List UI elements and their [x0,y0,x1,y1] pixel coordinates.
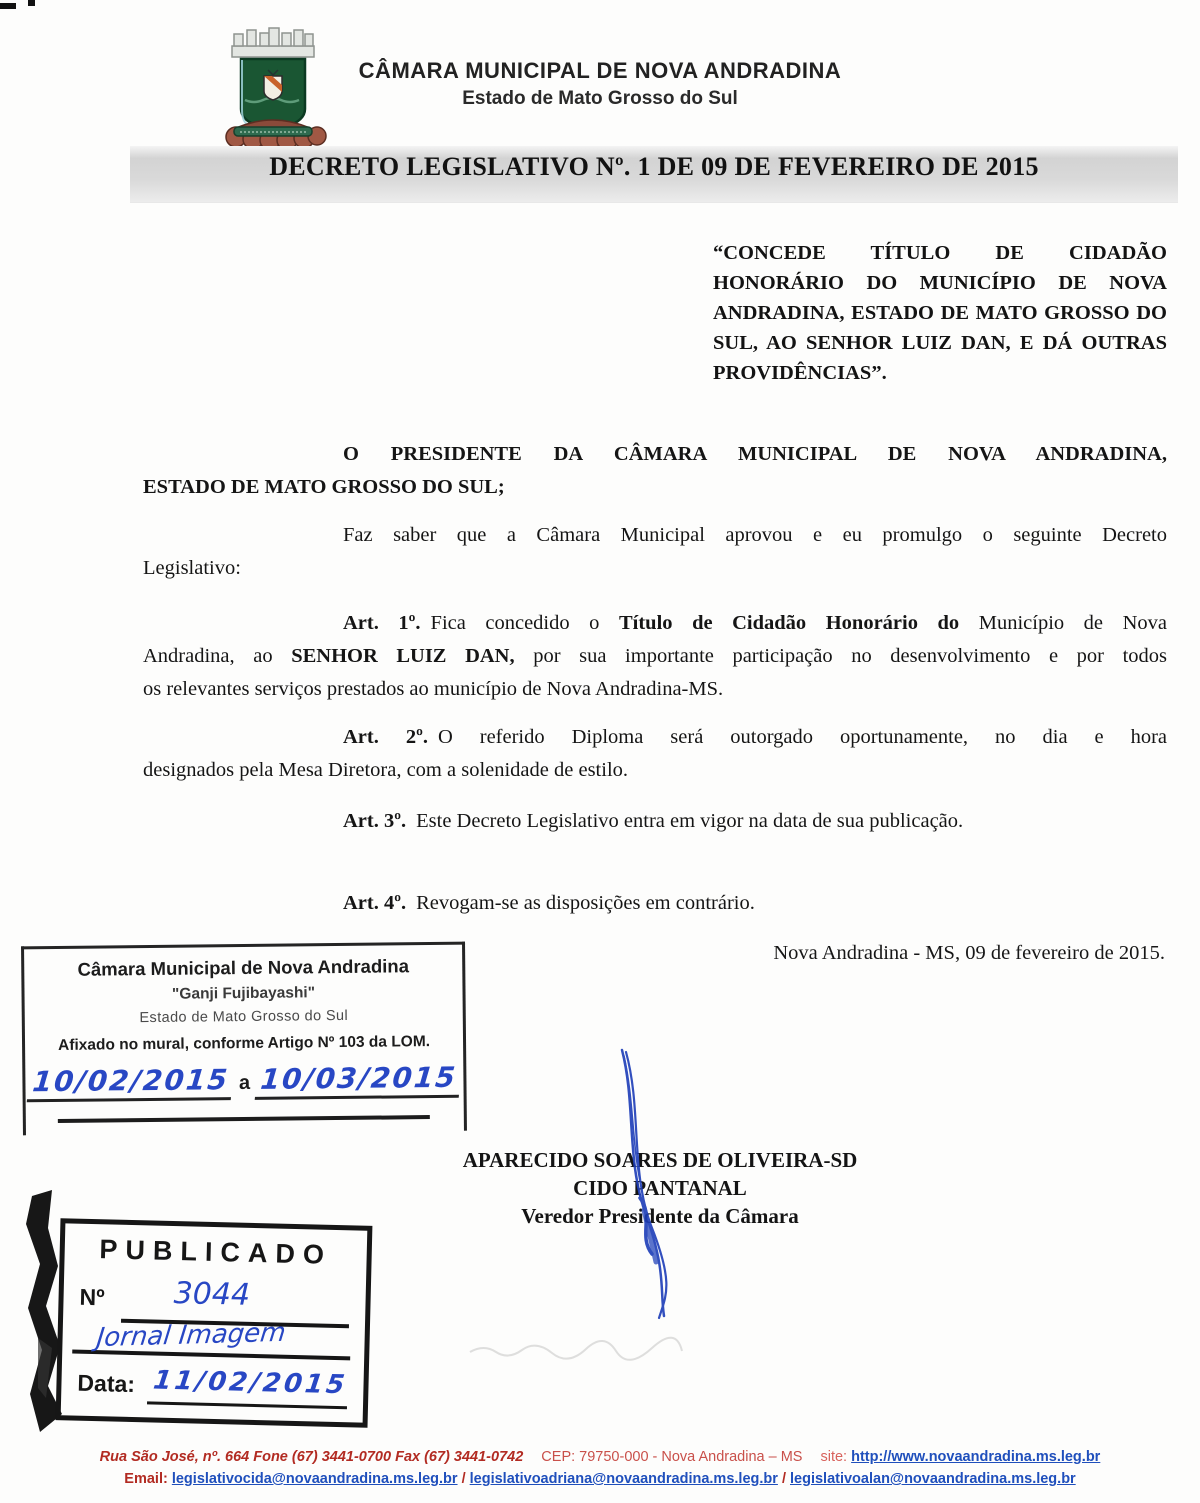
mural-stamp-dates [25,1061,463,1103]
footer-line2 [0,1468,1200,1490]
article-3-label: Art. 3º. [343,810,407,832]
letterhead-footer [0,1446,1200,1490]
decree-summary: “CONCEDE TÍTULO DE CIDADÃO HONORÁRIO DO MUNICÍPIO DE NOVA ANDRADINA, ESTADO DE MATO GROSSO DO SUL, AO SENHOR LUIZ DAN, E DÁ OUTRAS PROVIDÊNCIAS”. [713,242,1167,384]
article-2-text: O referido Diploma será outorgado oportunamente, no dia e hora [437,726,1167,748]
article-1-line1 [143,607,1167,640]
enacting-line1: Faz saber que a Câmara Municipal aprovou e eu promulgo o seguinte Decreto [343,524,1167,546]
article-3-text: Este Decreto Legislativo entra em vigor na data de sua publicação. [416,810,964,832]
signer-nickname: CIDO PANTANAL [573,1176,747,1200]
decree-title: DECRETO LEGISLATIVO Nº. 1 DE 09 DE FEVEREIRO DE 2015 [269,152,1039,181]
signature-block [380,1146,940,1230]
handwritten-number: 3044 [173,1276,251,1313]
article-1-text: por sua importante participação no desenvolvimento e por todos [514,645,1167,667]
article-1-line3: os relevantes serviços prestados ao município de Nova Andradina-MS. [143,678,724,700]
footer-site-url: http://www.novaandradina.ms.leg.br [851,1449,1101,1465]
article-1 [143,607,1167,706]
handwritten-journal: Jornal Imagem [95,1317,288,1354]
article-1-bold-title: Título de Cidadão Honorário do [618,612,960,634]
article-4-line [143,887,1167,920]
stamp-rule-line [58,1115,430,1123]
preamble-line2: ESTADO DE MATO GROSSO DO SUL; [143,476,505,498]
article-1-line2 [143,640,1167,673]
footer-email-label: Email: [124,1471,168,1487]
article-1-text: Município de Nova [959,612,1167,634]
handwritten-date-to: 10/03/2015 [254,1061,462,1100]
footer-site-label: site: [820,1449,848,1465]
publicado-date-label: Data: [77,1369,136,1398]
article-2-line1 [143,721,1167,754]
article-2-line2: designados pela Mesa Diretora, com a solenidade de estilo. [143,759,629,781]
article-4 [143,887,1167,920]
decree-title-band [130,146,1178,202]
signer-title: Veredor Presidente da Câmara [521,1204,799,1228]
signer-name: APARECIDO SOARES DE OLIVEIRA-SD [462,1148,858,1172]
publicado-date-line [147,1401,347,1409]
article-3-line [143,805,1167,838]
article-1-text: Andradina, ao [143,645,292,667]
footer-email-1: legislativocida@novaandradina.ms.leg.br [171,1471,458,1487]
pencil-noise [470,1338,682,1360]
preamble-line1: O PRESIDENTE DA CÂMARA MUNICIPAL DE NOVA ANDRADINA, [343,443,1167,465]
scan-artifact [28,0,35,6]
article-1-bold-name: SENHOR LUIZ DAN, [291,645,515,667]
footer-separator: / [781,1471,786,1487]
article-2-label: Art. 2º. [343,726,428,748]
mural-stamp-honoree: "Ganji Fujibayashi" [171,984,316,1003]
article-3 [143,805,1167,838]
footer-email-2: legislativoadriana@novaandradina.ms.leg.br [469,1471,778,1487]
org-name: CÂMARA MUNICIPAL DE NOVA ANDRADINA [358,58,842,83]
scan-artifact [0,3,16,9]
place-dateline: Nova Andradina - MS, 09 de fevereiro de 2015. [773,942,1165,964]
article-1-text: Fica concedido o [430,612,619,634]
footer-line1 [0,1446,1200,1468]
preamble [143,438,1167,504]
handwritten-publish-date: 11/02/2015 [151,1365,350,1401]
enacting-line2: Legislativo: [143,557,241,579]
mural-stamp [21,942,467,1136]
publicado-stamp [56,1218,373,1428]
org-state: Estado de Mato Grosso do Sul [462,88,738,109]
footer-separator: / [461,1471,466,1487]
municipal-coat-of-arms-logo [212,24,334,148]
publicado-title: PUBLICADO [99,1234,333,1270]
enacting-formula [143,519,1167,585]
handwritten-date-from: 10/02/2015 [27,1063,235,1102]
publicado-number-label: Nº [79,1283,105,1311]
mural-stamp-state: Estado de Mato Grosso do Sul [139,1007,349,1027]
article-1-label: Art. 1º. [343,612,421,634]
footer-email-3: legislativoalan@novaandradina.ms.leg.br [790,1471,1076,1487]
mural-stamp-org: Câmara Municipal de Nova Andradina [77,955,410,980]
footer-cep: CEP: 79750-000 - Nova Andradina – MS [541,1449,803,1465]
article-4-label: Art. 4º. [343,892,407,914]
article-4-text: Revogam-se as disposições em contrário. [416,892,755,914]
mural-stamp-notice: Afixado no mural, conforme Artigo Nº 103 da LOM. [57,1033,431,1054]
article-2 [143,721,1167,787]
footer-address: Rua São José, nº. 664 Fone (67) 3441-0700 Fax (67) 3441-0742 [99,1449,524,1465]
date-separator: a [238,1071,251,1095]
coat-of-arms-icon [212,24,334,148]
